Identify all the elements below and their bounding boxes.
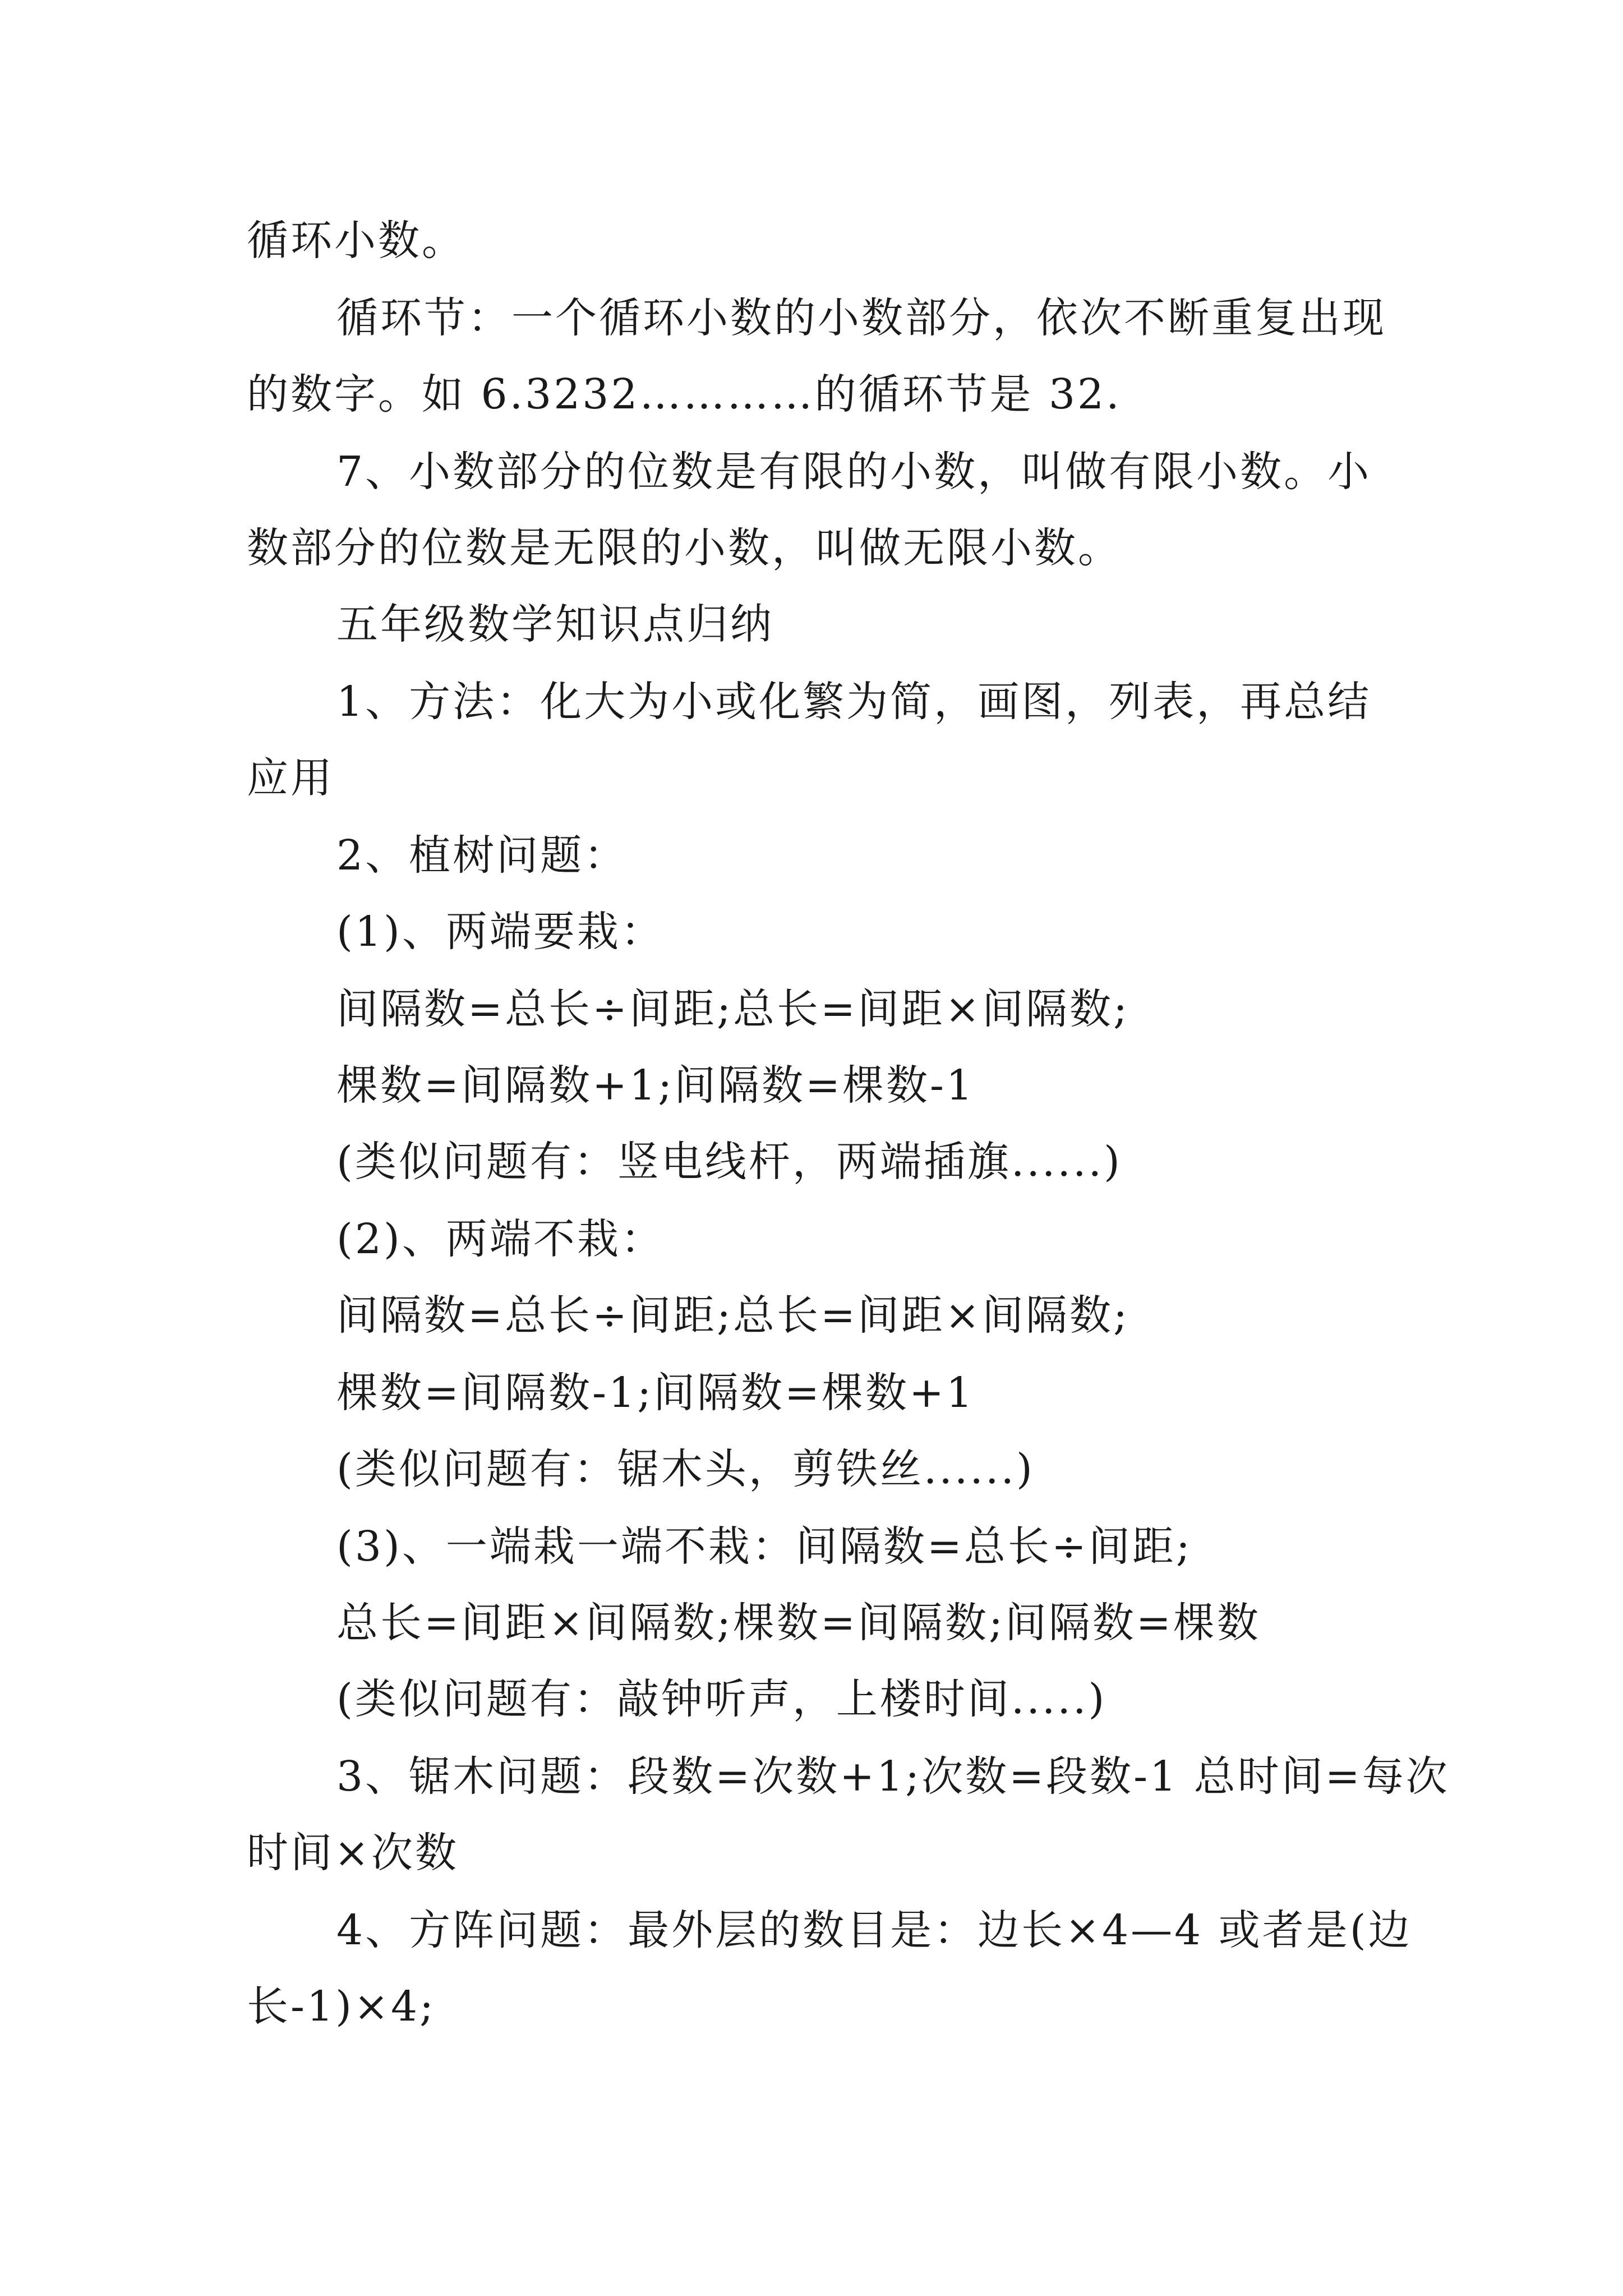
text-line: 4、方阵问题：最外层的数目是：边长×4—4 或者是(边	[336, 1906, 1412, 1954]
text-line: 7、小数部分的位数是有限的小数，叫做有限小数。小	[336, 448, 1372, 496]
text-line: 应用	[247, 754, 334, 802]
text-line: 1、方法：化大为小或化繁为简，画图，列表，再总结	[336, 678, 1372, 726]
text-line: 循环节：一个循环小数的小数部分，依次不断重复出现	[336, 294, 1386, 342]
text-line: 3、锯木问题：段数=次数+1;次数=段数-1 总时间=每次	[336, 1752, 1450, 1801]
text-line: (2)、两端不栽：	[336, 1215, 665, 1263]
text-line: (1)、两端要栽：	[336, 908, 665, 956]
section-heading: 五年级数学知识点归纳	[336, 600, 774, 648]
text-line: 循环小数。	[247, 217, 465, 265]
formula-line: 间隔数=总长÷间距;总长=间距×间隔数;	[336, 1291, 1129, 1340]
text-line: (类似问题有：竖电线杆，两端插旗......)	[336, 1138, 1122, 1186]
formula-line: (3)、一端栽一端不栽：间隔数=总长÷间距;	[336, 1522, 1192, 1571]
formula-line: 棵数=间隔数+1;间隔数=棵数-1	[336, 1061, 975, 1110]
text-line: 2、植树问题：	[336, 831, 628, 880]
text-line: 时间×次数	[247, 1829, 459, 1877]
text-line: 数部分的位数是无限的小数，叫做无限小数。	[247, 524, 1122, 572]
text-line: (类似问题有：锯木头，剪铁丝......)	[336, 1445, 1035, 1493]
text-line: (类似问题有：敲钟听声，上楼时间.....)	[336, 1675, 1107, 1723]
formula-line: 间隔数=总长÷间距;总长=间距×间隔数;	[336, 985, 1129, 1033]
text-line: 长-1)×4;	[247, 1982, 436, 2031]
text-line: 的数字。如 6.3232…………的循环节是 32.	[247, 370, 1122, 418]
formula-line: 总长=间距×间隔数;棵数=间隔数;间隔数=棵数	[336, 1599, 1261, 1647]
formula-line: 棵数=间隔数-1;间隔数=棵数+1	[336, 1369, 975, 1417]
